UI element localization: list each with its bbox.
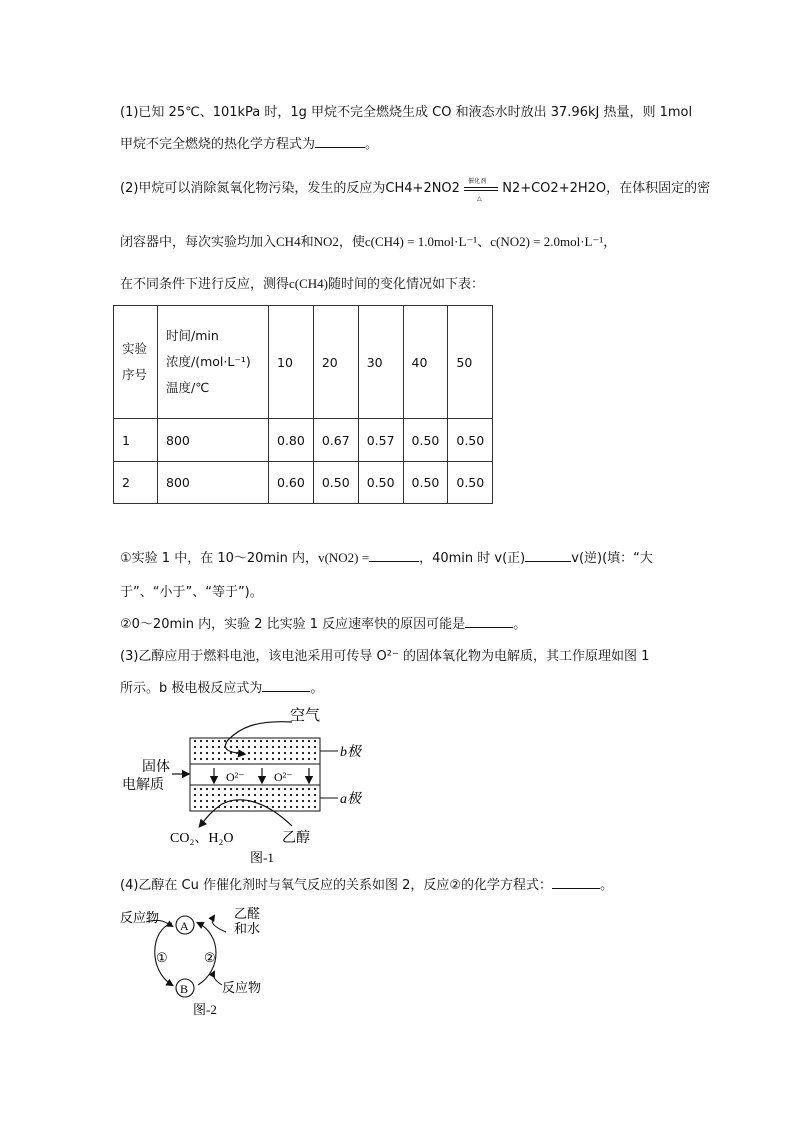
- electrolyte-layer: [190, 764, 320, 785]
- row2-val-40: 0.50: [403, 462, 448, 504]
- q2-sep: 、: [477, 235, 491, 250]
- row1-val-20: 0.67: [313, 419, 358, 462]
- aldehyde-label-1: 乙醛: [234, 906, 261, 921]
- row2-val-20: 0.50: [313, 462, 358, 504]
- heat-label: △: [477, 194, 482, 202]
- electrolyte-label-2: 电解质: [122, 778, 164, 793]
- header-time-10: 10: [269, 306, 314, 419]
- q2-sub1-text2: ，40min 时 v(正): [419, 551, 526, 566]
- b-pole-label: b极: [340, 745, 361, 760]
- cathode-layer: [190, 738, 320, 764]
- q1-line2-end: 。: [365, 137, 379, 152]
- node-a-label: A: [180, 919, 189, 933]
- header-temperature-label: 温度/℃: [166, 380, 210, 395]
- q4-line: [120, 876, 613, 895]
- ch4-concentration: c(CH4) = 1.0mol·L⁻¹: [364, 234, 478, 249]
- q4-end: 。: [600, 878, 614, 893]
- header-no-line2: 序号: [122, 367, 148, 382]
- step-1-label: ①: [156, 950, 168, 965]
- header-time-40: 40: [403, 306, 448, 419]
- q4-text: (4)乙醇在 Cu 作催化剂时与氧气反应的关系如图 2，反应②的化学方程式：: [120, 878, 553, 893]
- header-time-label: 时间/min: [166, 328, 219, 343]
- row1-val-10: 0.80: [269, 419, 314, 462]
- row1-val-30: 0.57: [358, 419, 403, 462]
- row1-val-50: 0.50: [448, 419, 493, 462]
- air-label: 空气: [290, 708, 321, 724]
- catalyst-label: 催化剂: [468, 177, 487, 185]
- ch4-conc-symbol: c(CH4): [289, 276, 329, 291]
- q2-sub2-text: ②0～20min 内，实验 2 比实验 1 反应速率快的原因可能是: [120, 617, 466, 632]
- equation-left: CH4+2NO2: [385, 181, 460, 196]
- q2-suffix: ，在体积固定的密: [606, 181, 711, 196]
- q2-line3-text2: 随时间的变化情况如下表：: [328, 277, 485, 292]
- q2-line2-text: 闭容器中，每次实验均加入: [120, 235, 277, 250]
- fig2-caption: 图-2: [193, 1002, 217, 1017]
- q2-line2-text2: ，使: [338, 235, 365, 250]
- q2-sub1-text3: v(逆)(填：“大: [571, 551, 653, 566]
- electrolyte-label-1: 固体: [142, 760, 170, 775]
- reactant-top-label: 反应物: [120, 910, 160, 925]
- header-time-30: 30: [358, 306, 403, 419]
- q2-sub2-end: 。: [513, 617, 527, 632]
- q1-line2-text: 甲烷不完全燃烧的热化学方程式为: [120, 137, 316, 152]
- a-pole-label: a极: [340, 792, 361, 807]
- anode-layer: [190, 785, 320, 811]
- q1-line1: (1)已知 25℃、101kPa 时，1g 甲烷不完全燃烧生成 CO 和液态水时放出 37.96kJ 热量，则 1mol: [120, 105, 693, 120]
- ion-label-1: O²⁻: [226, 770, 245, 784]
- q3-line2-text: 所示。b 极电极反应式为: [120, 681, 263, 696]
- q2-prefix: (2)甲烷可以消除氮氧化物污染，发生的反应为: [120, 181, 386, 196]
- step-2-label: ②: [204, 950, 216, 965]
- reactant-bottom-label: 反应物: [222, 980, 262, 995]
- row2-val-30: 0.50: [358, 462, 403, 504]
- header-no-line1: 实验: [122, 341, 148, 356]
- reactant-in-arrow-bottom: [213, 972, 222, 985]
- row2-no: 2: [114, 462, 158, 504]
- aldehyde-label-2: 和水: [234, 921, 261, 936]
- q2-sub1-line2: 于”、“小于”、“等于”)。: [120, 585, 263, 600]
- species-text: CH4和NO2: [276, 234, 339, 249]
- header-time-20: 20: [313, 306, 358, 419]
- no2-concentration: c(NO2) = 2.0mol·L⁻¹: [490, 234, 604, 249]
- node-b-label: B: [180, 982, 189, 996]
- equation-right: N2+CO2+2H2O: [502, 181, 607, 196]
- q2-sub1-text: ①实验 1 中，在 10～20min 内，: [120, 551, 319, 566]
- equation-answer-blank[interactable]: [552, 876, 600, 889]
- header-time-50: 50: [448, 306, 493, 419]
- aldehyde-out-arrow: [212, 916, 226, 932]
- ethanol-label: 乙醇: [282, 831, 310, 846]
- row1-val-40: 0.50: [403, 419, 448, 462]
- header-concentration-label: 浓度/(mol·L⁻¹): [166, 354, 251, 369]
- q3-line1: (3)乙醇应用于燃料电池，该电池采用可传导 O²⁻ 的固体氧化物为电解质，其工作原理如图 1: [120, 649, 650, 664]
- row1-temp: 800: [158, 419, 269, 462]
- q3-end: 。: [310, 681, 324, 696]
- row2-temp: 800: [158, 462, 269, 504]
- fig1-caption: 图-1: [250, 850, 274, 865]
- products-label: CO₂、H₂O: [170, 831, 234, 846]
- row2-val-10: 0.60: [269, 462, 314, 504]
- q2-line3-text: 在不同条件下进行反应，测得: [120, 277, 290, 292]
- q2-line2-end: ，: [603, 235, 617, 250]
- ion-label-2: O²⁻: [274, 770, 293, 784]
- row1-no: 1: [114, 419, 158, 462]
- cycle-diagram: [120, 906, 261, 1017]
- row2-val-50: 0.50: [448, 462, 493, 504]
- rate-symbol: v(NO2) =: [318, 550, 370, 565]
